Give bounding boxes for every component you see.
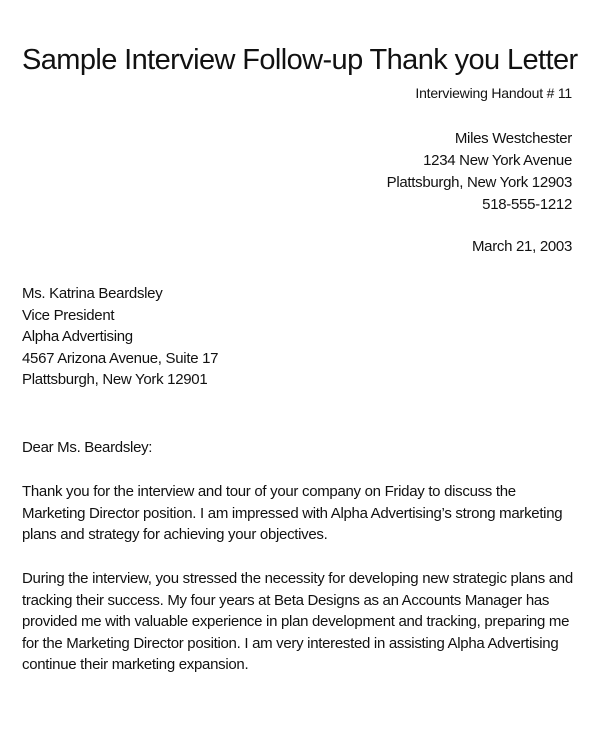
body-paragraph-2: During the interview, you stressed the necessity for developing new strategic plans and tracking their success. My four years at Beta Designs as an Accounts Manager has provided me with valuable experience in plan development and tracking, preparing me for the Marketing Director position. I am very interested in assisting Alpha Advertising continue their marketing expansion.: [22, 570, 573, 673]
letter-date: March 21, 2003: [471, 238, 572, 255]
sender-name: Miles Westchester: [454, 130, 572, 147]
sender-street: 1234 New York Avenue: [423, 152, 572, 169]
recipient-city: Plattsburgh, New York 12901: [22, 371, 208, 388]
recipient-company: Alpha Advertising: [22, 328, 133, 345]
recipient-name: Ms. Katrina Beardsley: [22, 285, 163, 302]
recipient-address-block: [22, 283, 218, 391]
body-paragraph-1: Thank you for the interview and tour of your company on Friday to discuss the Marketing Director position. I am impressed with Alpha Advertising’s strong marketing plans and strategy for achieving your objectives.: [22, 483, 563, 543]
recipient-title: Vice President: [22, 306, 115, 324]
salutation: Dear Ms. Beardsley:: [22, 439, 153, 456]
sender-address-block: [387, 128, 572, 216]
sender-phone: 518-555-1212: [482, 196, 572, 213]
recipient-street: 4567 Arizona Avenue, Suite 17: [22, 349, 219, 367]
page-title: Sample Interview Follow-up Thank you Letter: [22, 44, 578, 76]
handout-label: Interviewing Handout # 11: [415, 85, 572, 101]
sender-city: Plattsburgh, New York 12903: [386, 174, 572, 191]
